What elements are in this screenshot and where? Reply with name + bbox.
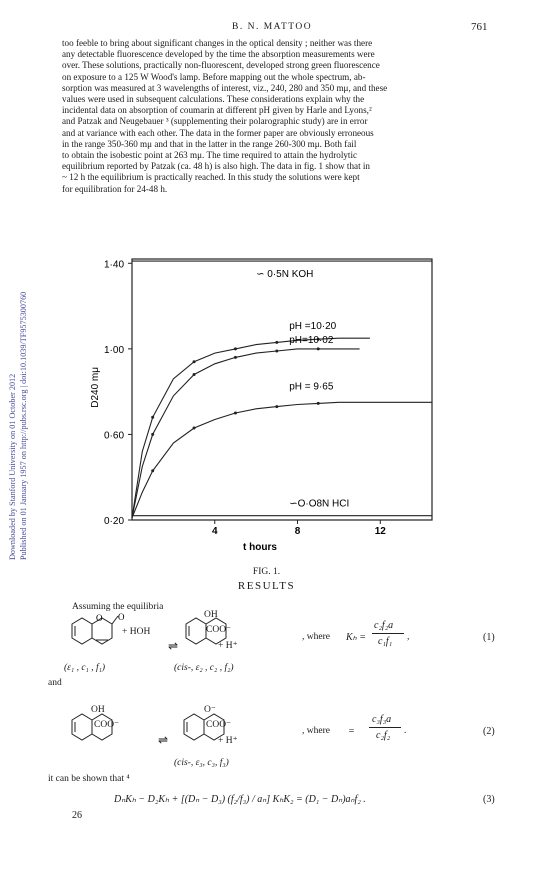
fraction-bar — [372, 633, 404, 634]
eq2-coo-right: COO⁻ — [206, 720, 232, 730]
eq1-plus-h: + H⁺ — [218, 641, 238, 651]
assuming-text: Assuming the equilibria — [72, 602, 164, 612]
x-tick-label: 4 — [211, 526, 218, 537]
x-tick-label: 8 — [294, 526, 301, 537]
para-line: over. These solutions, practically non-fluorescent, developed strong green fluorescence — [62, 60, 380, 71]
data-point — [193, 360, 196, 363]
shown-text: it can be shown that ⁴ — [48, 774, 130, 784]
results-heading: RESULTS — [237, 580, 296, 592]
data-point — [275, 349, 278, 352]
eq1-kh: Kₕ = — [346, 632, 366, 643]
series-line-3 — [132, 402, 432, 518]
eq1-numerator: c₂f₂a — [374, 620, 394, 631]
para-line: sorption was measured at 3 wavelengths of interest, viz., 240, 280 and 350 mμ, and these — [62, 82, 388, 93]
para-line: values were used in subsequent calculations. These considerations explain why the — [62, 94, 365, 105]
series-label: ∽ 0·5N KOH — [256, 269, 314, 281]
svg-text:O: O — [96, 613, 103, 623]
eq2-plus-h: + H⁺ — [218, 736, 238, 746]
eq2-label: (cis-, ε₃, c₃, f₃) — [174, 758, 229, 768]
eq2-period: . — [404, 726, 407, 736]
equilibrium-arrow: ⇌ — [168, 639, 179, 653]
data-point — [151, 433, 154, 436]
series-label: pH =10·20 — [289, 321, 337, 333]
series-label: pH = 9·65 — [289, 381, 334, 393]
coumarinate-structure-2 — [64, 708, 124, 756]
para-line: and Patzak and Neugebauer ³ (supplementing their polarographic study) are in error — [62, 116, 368, 127]
equation-3: DₙKₕ − D₂Kₕ + [(Dₙ − D₃) (f₂/f₃) / aₙ] KₕK₂ = (D₁ − Dₙ)aₙf₂ . — [114, 794, 366, 805]
eq1-comma: , — [407, 632, 410, 642]
data-point — [275, 405, 278, 408]
download-note: Downloaded by Stanford University on 01 October 2012 — [8, 373, 17, 560]
data-point — [193, 373, 196, 376]
eq2-denominator: c₂f₂ — [376, 730, 391, 741]
eq2-where: , where — [302, 726, 330, 736]
series-label: pH=10·02 — [289, 334, 334, 346]
footer-number: 26 — [72, 810, 82, 821]
figure-caption: FIG. 1. — [252, 567, 281, 577]
eq1-coo: COO⁻ — [206, 625, 232, 635]
data-point — [234, 412, 237, 415]
para-line: for equilibration for 24-48 h. — [62, 183, 168, 194]
para-line: in the range 350-360 mμ and that in the latter in the range 260-300 mμ. Both fail — [62, 138, 357, 149]
figure-1-chart — [60, 235, 460, 565]
data-point — [317, 402, 320, 405]
para-line: on exposure to a 125 W Wood's lamp. Before mapping out the whole spectrum, ab- — [62, 71, 366, 82]
eq1-where: , where — [302, 632, 330, 642]
para-line: incidental data on absorption of coumarin at different pH given by Harle and Lyons,² — [62, 105, 372, 116]
publication-note: Published on 01 January 1957 on http://pubs.rsc.org | doi:10.1039/TF9575300760 — [19, 291, 28, 560]
series-label: ∽O·O8N HCI — [289, 498, 350, 510]
eq1-denominator: c₁f₁ — [378, 636, 393, 647]
eq2-equals: = — [348, 726, 355, 737]
para-line: and at variance with each other. The data in the former paper are obviously erroneous — [62, 127, 374, 138]
side-watermark — [6, 180, 30, 560]
eq2-oh: OH — [91, 705, 105, 715]
data-point — [234, 347, 237, 350]
eq2-coo-left: COO⁻ — [94, 720, 120, 730]
svg-text:O: O — [118, 612, 125, 622]
data-point — [151, 416, 154, 419]
phenolate-structure — [176, 708, 236, 756]
running-head-author: B. N. MATTOO — [232, 22, 313, 32]
para-line: equilibrium reported by Patzak (ca. 48 h) is also high. The data in fig. 1 show that in — [62, 161, 370, 172]
eq1-right-label: (cis-, ε₂ , c₂ , f₂) — [174, 663, 234, 673]
data-point — [317, 347, 320, 350]
eq1-oh: OH — [204, 610, 218, 620]
equation-number-2: (2) — [483, 726, 495, 737]
para-line: ~ 12 h the equilibrium is practically reached. In this study the solutions were kept — [62, 172, 360, 183]
page-number: 761 — [471, 21, 488, 33]
para-line: any detectable fluorescence developed by the time the absorption measurements were — [62, 49, 375, 60]
data-point — [193, 427, 196, 430]
x-axis-label: t hours — [243, 542, 277, 553]
eq1-plus-hoh: + HOH — [122, 627, 151, 637]
eq2-ominus: O⁻ — [204, 705, 216, 715]
y-tick-label: 1·40 — [103, 259, 124, 271]
data-point — [275, 341, 278, 344]
y-tick-label: 0·20 — [103, 516, 124, 527]
x-tick-label: 12 — [374, 526, 386, 537]
y-axis-label: D240 mμ — [90, 366, 101, 408]
series-line-2 — [132, 349, 360, 518]
data-point — [151, 469, 154, 472]
and-text: and — [48, 678, 62, 688]
para-line: to obtain the isobestic point at 263 mμ. The time required to attain the hydrolytic — [62, 150, 358, 161]
y-tick-label: 1·00 — [103, 344, 124, 356]
para-line: too feeble to bring about significant changes in the optical density ; neither was there — [62, 38, 373, 48]
data-point — [234, 356, 237, 359]
equation-number-1: (1) — [483, 632, 495, 643]
body-paragraph — [62, 38, 494, 195]
series-line-1 — [132, 338, 370, 518]
fraction-bar — [369, 727, 401, 728]
y-tick-label: 0·60 — [103, 430, 124, 442]
equilibrium-arrow-2: ⇌ — [158, 733, 169, 747]
eq1-left-label: (ε₁ , c₁ , f₁) — [64, 663, 106, 673]
eq2-numerator: c₃f₃a — [372, 714, 392, 725]
plot-frame — [132, 259, 432, 520]
equation-number-3: (3) — [483, 794, 495, 805]
